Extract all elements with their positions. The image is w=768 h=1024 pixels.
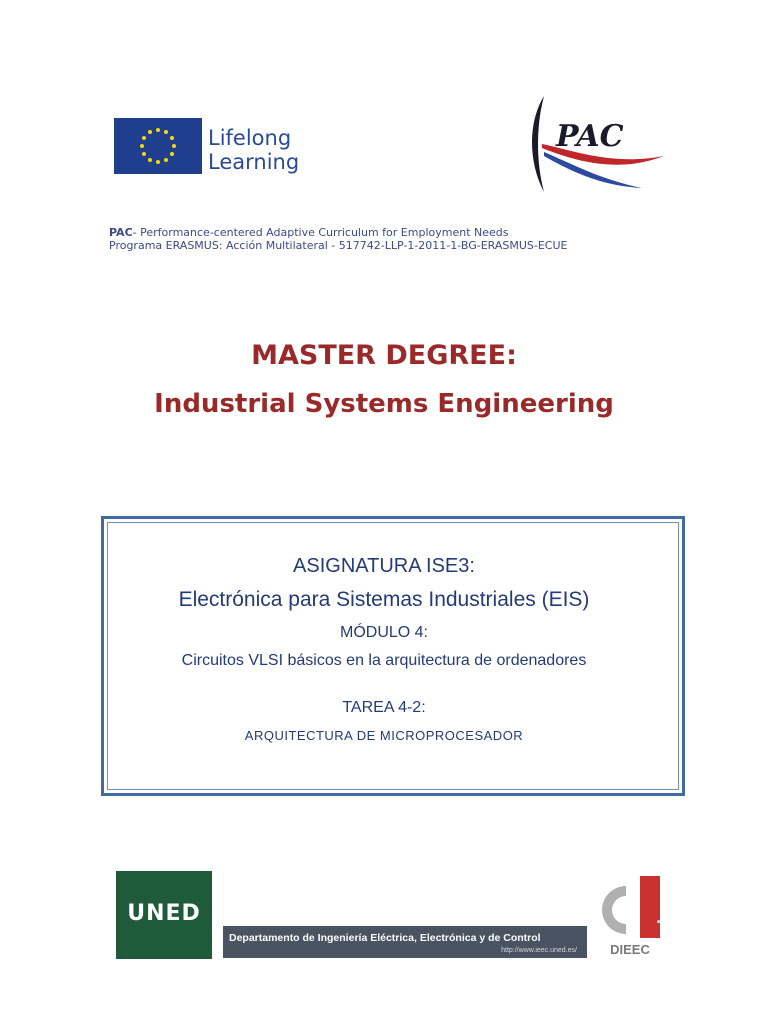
module-name: Circuitos VLSI básicos en la arquitectura de ordenadores <box>181 652 587 669</box>
eu-flag-icon <box>114 118 202 174</box>
program-line-1 <box>109 226 567 239</box>
dieec-label: DIEEC <box>610 942 650 957</box>
pac-logo <box>522 92 664 196</box>
program-header <box>109 226 567 252</box>
module-heading: MÓDULO 4: <box>339 624 428 641</box>
task-name: ARQUITECTURA DE MICROPROCESADOR <box>244 728 524 743</box>
task-heading: TAREA 4-2: <box>342 699 426 716</box>
department-banner <box>223 926 587 958</box>
dieec-logo <box>596 874 673 960</box>
program-line-2: Programa ERASMUS: Acción Multilateral - 517742-LLP-1-2011-1-BG-ERASMUS-ECUE <box>109 239 568 252</box>
pac-acronym: PAC <box>109 226 133 239</box>
uned-logo-text: UNED <box>127 901 201 926</box>
pac-description: - Performance-centered Adaptive Curriculum for Employment Needs <box>132 226 509 239</box>
subject-name: Electrónica para Sistemas Industriales (EIS) <box>178 588 590 611</box>
lifelong-learning-text <box>208 126 299 174</box>
dieec-letters: ieec <box>655 889 673 925</box>
pac-logo-text: PAC <box>556 119 624 154</box>
title-program: Industrial Systems Engineering <box>154 389 614 419</box>
uned-logo <box>116 871 212 959</box>
subject-heading: ASIGNATURA ISE3: <box>293 555 475 577</box>
title-degree: MASTER DEGREE: <box>251 340 517 371</box>
department-name: Departamento de Ingeniería Eléctrica, Electrónica y de Control <box>229 932 541 944</box>
lifelong-learning-logo <box>114 118 316 182</box>
lifelong-label: Lifelong <box>208 126 292 150</box>
department-url: http://www.ieec.uned.es/ <box>501 947 577 954</box>
learning-label: Learning <box>208 150 300 174</box>
